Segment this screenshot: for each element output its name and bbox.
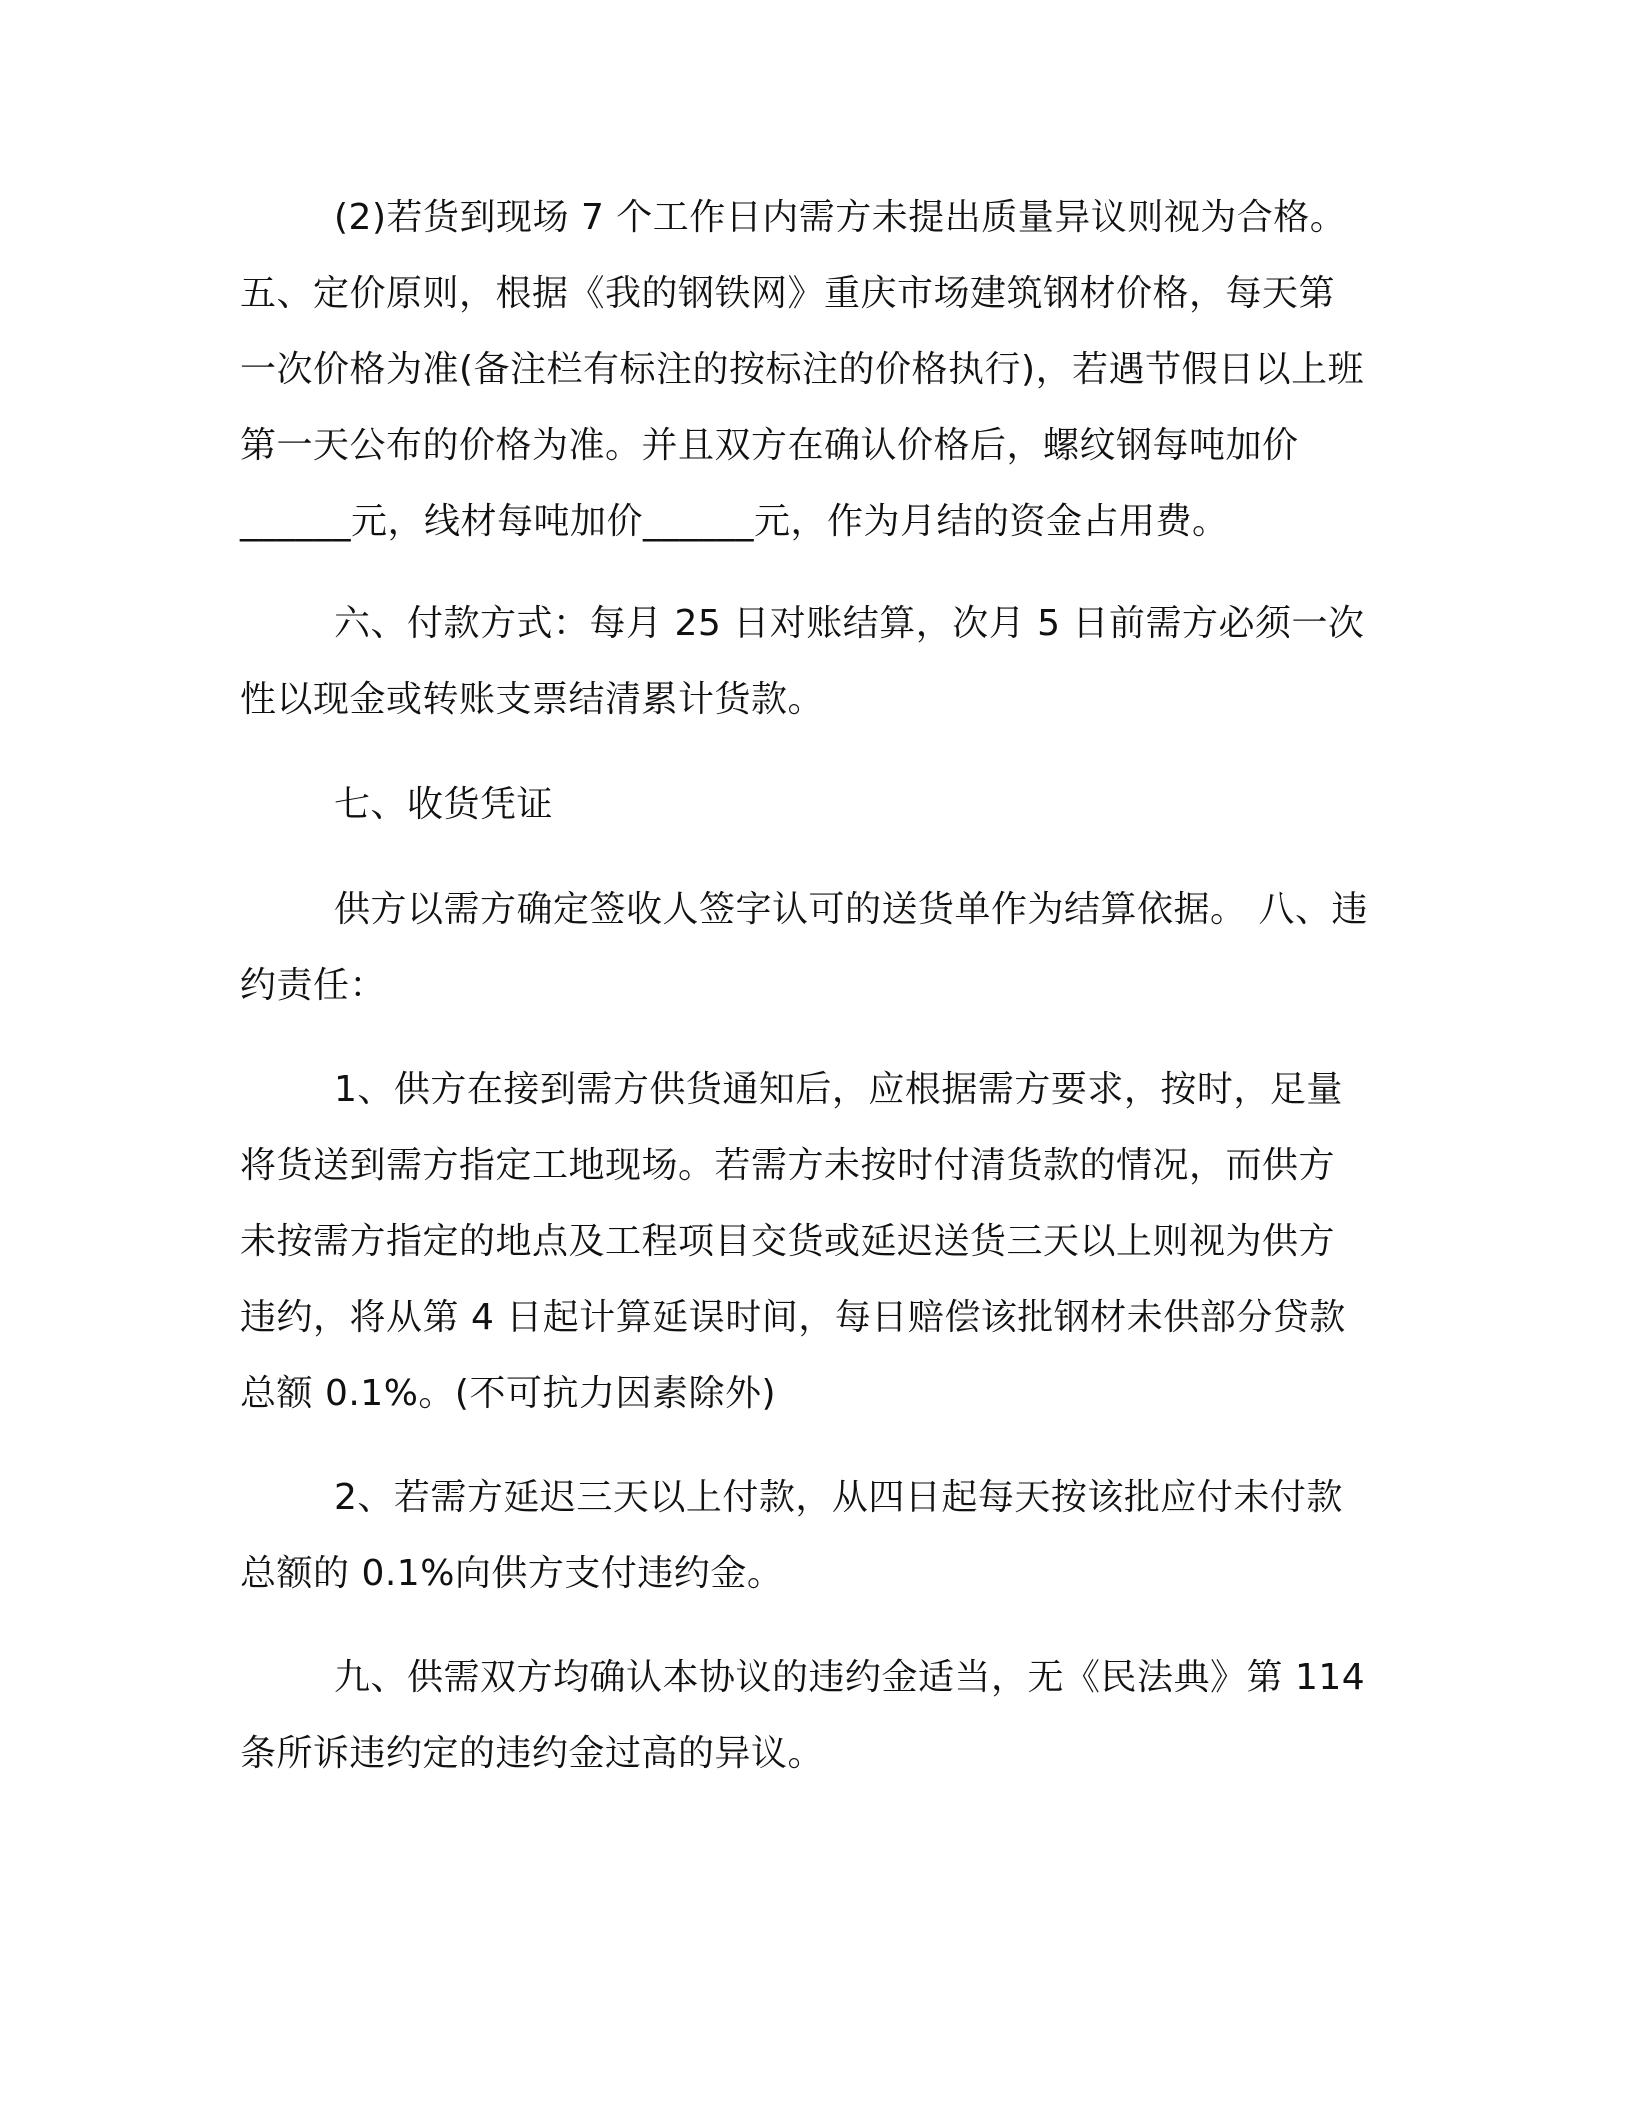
clause-6-line-2: 性以现金或转账支票结清累计货款。 <box>240 679 825 720</box>
clause-6-line-1: 六、付款方式：每月 25 日对账结算，次月 5 日前需方必须一次 <box>334 603 1365 644</box>
clause-5-line-3: 第一天公布的价格为准。并且双方在确认价格后，螺纹钢每吨加价 <box>240 425 1299 466</box>
clause-4-item-2: (2)若货到现场 7 个工作日内需方未提出质量异议则视为合格。 <box>334 197 1347 238</box>
clause-8-item-2-line-2: 总额的 0.1%向供方支付违约金。 <box>240 1553 784 1594</box>
clause-8-heading: 约责任： <box>240 965 387 1006</box>
clause-5-line-2: 一次价格为准(备注栏有标注的按标注的价格执行)，若遇节假日以上班 <box>240 349 1365 390</box>
clause-8-item-1-line-2: 将货送到需方指定工地现场。若需方未按时付清货款的情况，而供方 <box>240 1145 1336 1186</box>
clause-8-item-1-line-5: 总额 0.1%。(不可抗力因素除外) <box>240 1373 776 1414</box>
clause-5-line-4: ______元，线材每吨加价______元，作为月结的资金占用费。 <box>240 501 1229 542</box>
clause-8-item-2-line-1: 2、若需方延迟三天以上付款，从四日起每天按该批应付未付款 <box>334 1477 1343 1518</box>
clause-5-line-1: 五、定价原则，根据《我的钢铁网》重庆市场建筑钢材价格，每天第 <box>240 273 1336 314</box>
clause-8-item-1-line-4: 违约，将从第 4 日起计算延误时间，每日赔偿该批钢材未供部分贷款 <box>240 1297 1346 1338</box>
clause-7-body-line-1: 供方以需方确定签收人签字认可的送货单作为结算依据。 八、违 <box>334 889 1368 930</box>
clause-8-item-1-line-1: 1、供方在接到需方供货通知后，应根据需方要求，按时，足量 <box>334 1069 1343 1110</box>
clause-7-heading: 七、收货凭证 <box>334 784 554 825</box>
clause-9-line-1: 九、供需双方均确认本协议的违约金适当，无《民法典》第 114 <box>334 1657 1366 1698</box>
clause-9-line-2: 条所诉违约定的违约金过高的异议。 <box>240 1733 825 1774</box>
clause-8-item-1-line-3: 未按需方指定的地点及工程项目交货或延迟送货三天以上则视为供方 <box>240 1221 1336 1262</box>
